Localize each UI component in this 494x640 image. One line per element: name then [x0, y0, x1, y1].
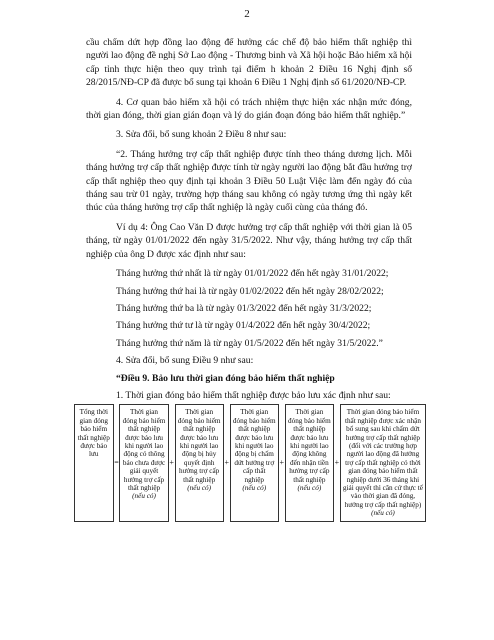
page-number: 2	[244, 8, 250, 20]
formula-term-cell	[340, 405, 425, 521]
formula-term-note: (nếu có)	[187, 484, 212, 492]
paragraph: Tháng hưởng thứ ba là từ ngày 01/3/2022 đến hết ngày 31/3/2022;	[116, 302, 372, 314]
formula-term-text: Thời gian đóng bảo hiểm thất nghiệp được bảo lưu khi người lao động bị chấm dứt hưởng trợ cấp thất nghiệp	[232, 408, 276, 484]
formula-term-text: Thời gian đóng bảo hiểm thất nghiệp được xác nhận bổ sung sau khi chấm dứt hưởng trợ cấp thất nghiệp (đối với các trường hợp người lao động đã hưởng trợ cấp thất nghiệp có thời gian đóng bảo hiểm thất nghiệp dưới 36 tháng khi giải quyết thì căn cứ thực tế vào thời gian đã đóng, hưởng trợ cấp thất nghiệp)	[342, 408, 423, 509]
paragraph: 4. Sửa đổi, bổ sung Điều 9 như sau:	[116, 355, 254, 367]
paragraph: Tháng hưởng thứ năm là từ ngày 01/5/2022 đến hết ngày 31/5/2022.”	[116, 337, 383, 349]
article-heading: “Điều 9. Bảo lưu thời gian đóng bảo hiểm thất nghiệp	[116, 372, 335, 384]
paragraph: 1. Thời gian đóng bảo hiểm thất nghiệp được bảo lưu xác định như sau:	[116, 389, 391, 401]
formula-term-cell	[120, 405, 168, 521]
paragraph: Tháng hưởng thứ hai là từ ngày 01/02/2022 đến hết ngày 28/02/2022;	[116, 285, 384, 297]
formula-table	[74, 404, 426, 521]
formula-term-text: Thời gian đóng bảo hiểm thất nghiệp được bảo lưu khi người lao động không đến nhận tiền hưởng trợ cấp thất nghiệp	[288, 408, 331, 484]
paragraph: cầu chấm dứt hợp đồng lao động để hưởng các chế độ bảo hiểm thất nghiệp thì người lao động đề nghị Sở Lao động - Thương binh và Xã hội hoặc Bảo hiểm xã hội cấp tỉnh thực hiện theo quy trình tại điểm h khoản 2 Điều 16 Nghị định số 28/2015/NĐ-CP đã được bổ sung tại khoản 6 Điều 1 Nghị định số 61/2020/NĐ-CP.	[86, 37, 412, 89]
formula-term-note: (nếu có)	[371, 509, 395, 518]
paragraph: 3. Sửa đổi, bổ sung khoản 2 Điều 8 như sau:	[116, 129, 287, 141]
paragraph: “2. Tháng hưởng trợ cấp thất nghiệp được tính theo tháng dương lịch. Mỗi tháng hưởng trợ cấp thất nghiệp được tính từ ngày người lao động bắt đầu hưởng trợ cấp thất nghiệp theo quy định tại khoản 3 Điều 50 Luật Việc làm đến ngày đó của tháng sau trừ 01 ngày, trường hợp tháng sau không có ngày tương ứng thì ngày kết thúc của tháng hưởng trợ cấp thất nghiệp là ngày cuối cùng của tháng đó.	[86, 148, 412, 214]
plus-sign: +	[334, 457, 340, 467]
plus-sign: +	[279, 457, 285, 467]
document-body	[77, 36, 423, 522]
formula-term-cell	[175, 405, 223, 521]
formula-term-cell	[285, 405, 333, 521]
formula-term-note: (nếu có)	[297, 484, 322, 492]
formula-term-text: Thời gian đóng bảo hiểm thất nghiệp được bảo lưu khi người lao động có thông báo chưa được giải quyết hưởng trợ cấp thất nghiệp	[122, 408, 166, 492]
formula-result-cell: Tổng thời gian đóng bảo hiểm thất nghiệp được bảo lưu	[75, 405, 114, 521]
plus-sign: +	[169, 457, 174, 467]
plus-sign: +	[224, 457, 229, 467]
formula-term-note: (nếu có)	[132, 492, 156, 501]
paragraph: 4. Cơ quan bảo hiểm xã hội có trách nhiệm thực hiện xác nhận mức đóng, thời gian đóng, thời gian gián đoạn và lý do gián đoạn đóng bảo hiểm thất nghiệp.”	[86, 96, 412, 122]
equals-sign: =	[114, 457, 119, 467]
paragraph: Tháng hưởng thứ nhất là từ ngày 01/01/2022 đến hết ngày 31/01/2022;	[116, 268, 389, 280]
paragraph: Ví dụ 4: Ông Cao Văn D được hưởng trợ cấp thất nghiệp với thời gian là 05 tháng, từ ngày 01/01/2022 đến ngày 31/5/2022. Như vậy, tháng hưởng trợ cấp thất nghiệp của ông D được xác định như sau:	[86, 221, 412, 260]
formula-term-cell	[230, 405, 278, 521]
formula-term-text: Thời gian đóng bảo hiểm thất nghiệp được bảo lưu khi người lao động bị hủy quyết định hưởng trợ cấp thất nghiệp	[177, 408, 221, 484]
formula-term-note: (nếu có)	[242, 484, 267, 492]
paragraph: Tháng hưởng thứ tư là từ ngày 01/4/2022 đến hết ngày 30/4/2022;	[116, 320, 371, 332]
